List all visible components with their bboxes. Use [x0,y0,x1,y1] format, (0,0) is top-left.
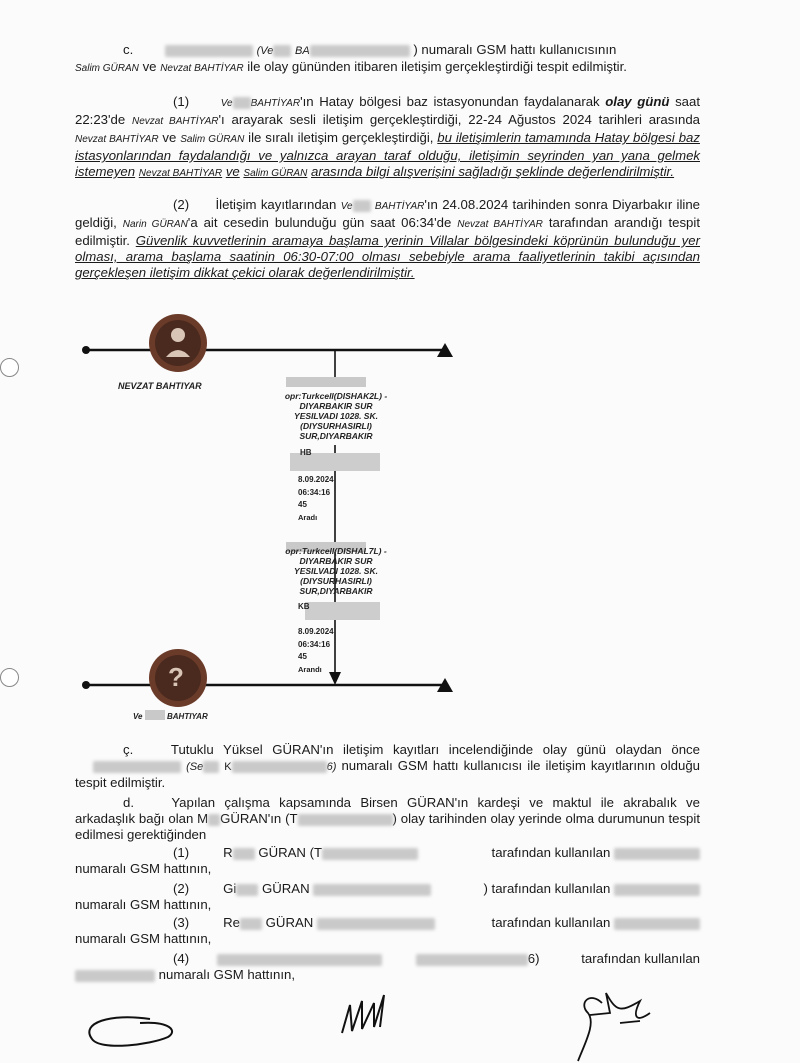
section-c-text-b: ve [142,59,157,74]
d-item-2-number: (2) [173,881,190,896]
item-2-text-1: İletişim kayıtlarından [215,197,337,212]
box2-line1: opr:Turkcell(DISHAL7L) - [285,546,387,556]
section-c [75,42,700,77]
section-d-text-1b: GÜRAN'ın (T [220,811,298,826]
d-item-1-prefix: R [223,845,233,860]
d-item-1-name: GÜRAN (T [258,845,323,860]
person-icon-top [149,314,207,372]
item-1-name-f: Salim GÜRAN [243,168,308,179]
item-2-underlined: Güvenlik kuvvetlerinin aramaya başlama yerinin Villalar bölgesindeki köprünün bulunduğu yer olması, arama başlama saatinin 06:30-07:00 olması sebebiyle arama faaliyetlerinin takibi açısından gerçekleşen iletişim dikkat çekici olarak değerlendirilmiştir. [75,233,700,280]
item-1-name-d: Salim GÜRAN [180,134,245,145]
item-2-name-b: Narin GÜRAN [122,219,188,230]
section-d-text-2: ) olay tarihinden olay yerinde olma durumunun tespit edilmesi gerektiğinden [75,811,700,842]
redacted-id [317,918,435,930]
item-1-name-c: Nevzat BAHTİYAR [75,134,159,145]
box1-code: HB [300,448,312,457]
redacted-number [165,45,253,57]
d-item-3-end: tarafından kullanılan [491,915,611,930]
redacted-id [313,884,431,896]
d-item-2-end: ) tarafından kullanılan [483,881,611,896]
box2-date: 8.09.2024 [298,627,334,636]
section-cc-mid2: K [224,761,232,773]
timeline-bottom-start [82,681,90,689]
d-item-1-number: (1) [173,845,190,860]
d-item-3-tail: numaralı GSM hattının, [75,931,212,946]
box1-date: 8.09.2024 [298,475,334,484]
communication-diagram [0,305,800,725]
d-item-1-end: tarafından kullanılan [491,845,611,860]
redacted-name [217,954,382,966]
d-item-4-number: (4) [173,951,190,966]
section-cc-text-1: Tutuklu Yüksel GÜRAN'ın iletişim kayıtları incelendiğinde olay günü olaydan önce [170,742,700,757]
item-1-olay-gunu: olay günü [605,94,670,109]
box2-time: 06:34:16 [298,639,331,649]
signatures [0,983,800,1063]
item-1-redacted-prefix: Ve [220,98,233,109]
redacted-gsm [75,970,155,982]
box1-time: 06:34:16 [298,487,331,497]
item-1-text-6: ve [225,164,240,179]
redacted-box1-header [286,377,366,387]
item-1-text-2: saat 22:23'de [75,94,701,127]
box1-duration: 45 [298,500,307,509]
box1-kind: Aradı [298,512,318,522]
item-1-underlined-1: bu iletişimlerin tamamında Hatay bölgesi baz istasyonlarından faydalandığı ve yalnızca arayan taraf olduğu, iletişimin seyrinden yan yana gelmek istemeyen [75,130,700,179]
item-1-text-5: ile sıralı iletişim gerçekleştirdiği, [248,130,434,145]
box2-kind: Arandı [298,664,322,674]
box1-details [298,475,334,522]
name-nevzat: Nevzat BAHTİYAR [160,63,244,74]
redacted-gsm [614,848,700,860]
box1-line1: opr:Turkcell(DISHAK2L) - [284,391,388,401]
d-item-4-tail: numaralı GSM hattının, [158,967,296,982]
d-item-4 [75,951,700,983]
section-c-text-a: ) numaralı GSM hattı kullanıcısının [413,42,617,57]
d-item-4-paren-end: 6) [527,951,540,966]
box2-line3: YESILVADI 1028. SK. [294,566,378,576]
redacted-hint-2: BA [295,45,310,57]
section-d-letter: d. [123,795,134,810]
redacted-number [93,761,181,773]
d-item-1 [75,845,700,877]
item-1-name-a: BAHTİYAR [250,98,301,109]
redacted-name [353,200,371,212]
d-item-3-name: GÜRAN [265,915,314,930]
d-item-2-tail: numaralı GSM hattının, [75,897,212,912]
section-cc-mid: (Se [186,761,204,773]
d-item-3-prefix: Re [223,915,240,930]
item-1-text-4: ve [162,130,177,145]
d-item-3 [75,915,700,947]
d-item-2-name: GÜRAN [261,881,310,896]
person-label-bottom-prefix: Ve [133,712,143,721]
redacted-gsm [614,918,700,930]
d-item-4-end: tarafından kullanılan [581,951,700,966]
item-1-text-1: 'ın Hatay bölgesi baz istasyonundan faydalanarak [300,94,600,109]
item-1 [75,94,700,182]
item-1-number: (1) [173,94,190,109]
item-2-number: (2) [173,197,190,212]
box2-code: KB [298,602,310,611]
cdr-box-2 [256,546,416,596]
item-1-name-b: Nevzat BAHTİYAR [132,116,219,127]
name-salim: Salim GÜRAN [75,63,139,74]
box1-line4: (DIYSURHASIRLI) [300,421,372,431]
item-2-text-4: tarafından arandığı tespit edilmiştir. [75,215,700,248]
box1-line2: DIYARBAKIR SUR [299,401,373,411]
person-label-top: NEVZAT BAHTIYAR [118,381,202,391]
redacted-id [298,814,393,826]
item-1-text-3: 'ı arayarak sesli iletişim gerçekleştirdiği, 22-24 Ağustos 2024 tarihleri arasında [218,112,701,127]
signature-right [578,993,650,1061]
redacted-name [240,918,262,930]
box2-line5: SUR,DIYARBAKIR [299,586,373,596]
section-d-text-1: Yapılan çalışma kapsamında Birsen GÜRAN'ın kardeşi ve maktul ile akrabalık ve arkadaşlık bağı olan M [75,795,700,826]
redacted-name [236,884,258,896]
redacted-bottom-name [145,710,165,720]
signature-left [89,1017,172,1046]
redacted-id [416,954,528,966]
redacted-hint: (Ve [256,45,274,57]
redacted-box2-code [305,602,380,620]
item-1-underlined-2: arasında bilgi alışverişini sağladığı şeklinde değerlendirilmiştir. [311,164,675,179]
item-2-name-a: BAHTİYAR [374,201,425,212]
item-2-text-3: 'a ait cesedin bulunduğu gün saat 06:34'de [187,215,452,230]
redacted-name [233,97,251,109]
section-cc-text-2: numaralı GSM hattı kullanıcısı ile iletişim kayıtlarının olduğu tespit edilmiştir. [75,758,701,790]
redacted-name [208,814,220,826]
redacted-id [232,761,327,773]
section-cc-mid3: 6) [326,761,337,773]
cdr-box-1 [256,391,416,441]
box2-duration: 45 [298,652,307,661]
box1-line5: SUR,DIYARBAKIR [299,431,373,441]
section-c-letter: c. [123,42,134,57]
box2-line2: DIYARBAKIR SUR [299,556,373,566]
redacted-name [273,45,291,57]
signature-middle [342,995,384,1033]
item-2-name-c: Nevzat BAHTİYAR [457,219,543,230]
d-item-2-prefix: Gi [223,881,237,896]
section-cc-letter: ç. [123,742,134,757]
item-2 [75,197,700,281]
item-2-text-2: 'ın 24.08.2024 tarihinden sonra Diyarbakır iline geldiği, [75,197,701,230]
d-item-3-number: (3) [173,915,190,930]
section-c-text-c: ile olay gününden itibaren iletişim gerçekleştirdiği tespit edilmiştir. [247,59,627,74]
redacted-id [310,45,410,57]
redacted-name [203,761,219,773]
section-d [75,795,700,843]
redacted-name [233,848,255,860]
box1-line3: YESILVADI 1028. SK. [294,411,378,421]
d-item-1-tail: numaralı GSM hattının, [75,861,212,876]
box2-line4: (DIYSURHASIRLI) [300,576,372,586]
item-1-name-e: Nevzat BAHTİYAR [138,168,223,179]
timeline-top-start [82,346,90,354]
d-item-2 [75,881,700,913]
person-icon-bottom-glyph: ? [168,662,184,692]
redacted-gsm [614,884,700,896]
box2-details [298,627,334,674]
person-label-bottom: BAHTIYAR [167,712,208,721]
redacted-id [322,848,418,860]
item-2-redacted-prefix: Ve [340,201,353,212]
section-cc [75,742,700,791]
